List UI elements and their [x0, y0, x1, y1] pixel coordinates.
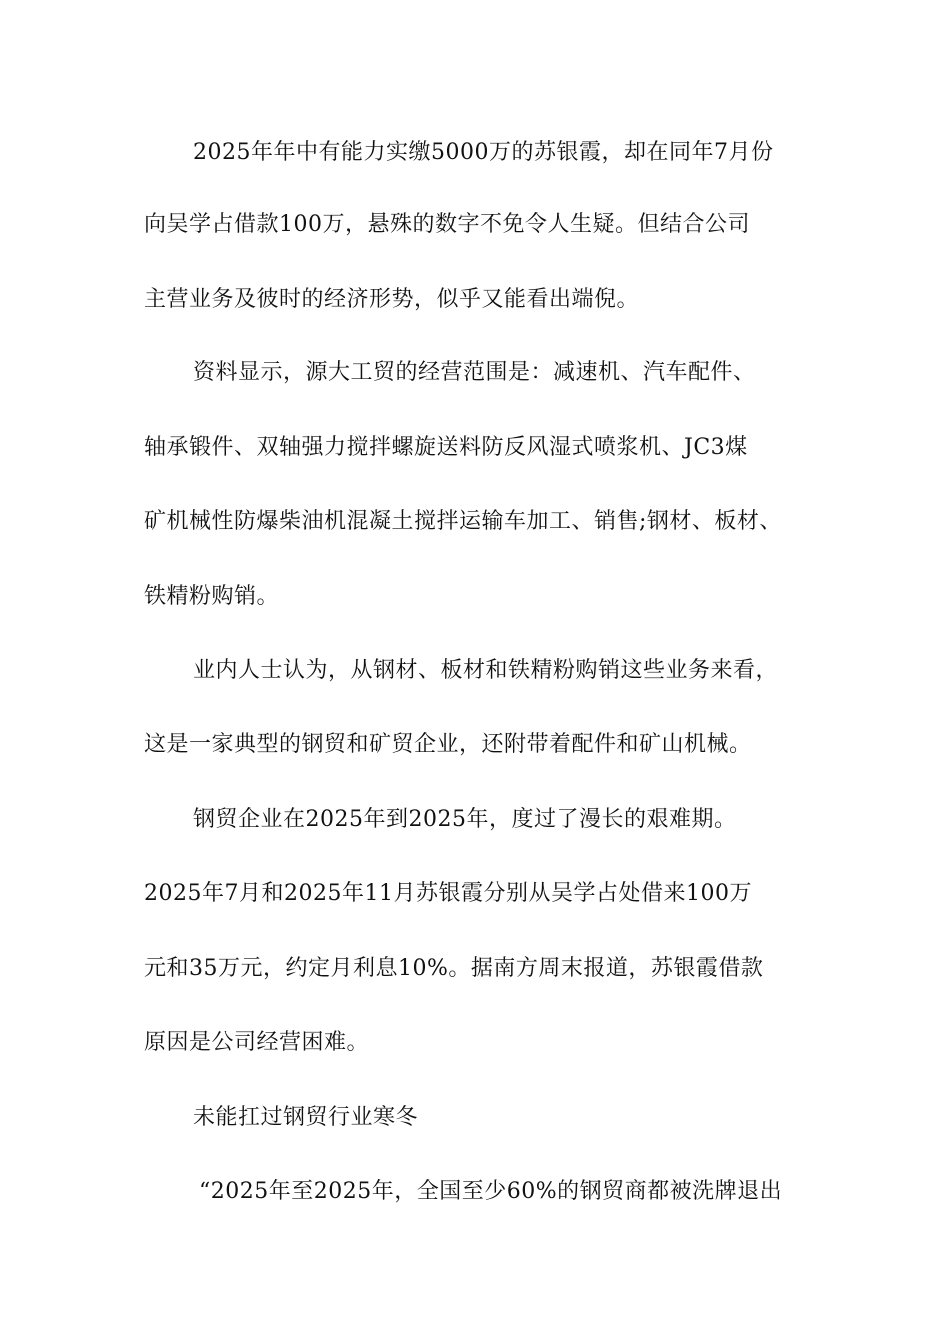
paragraph-5-line-1: 2025年7月和2025年11月苏银霞分别从吴学占处借来100万: [144, 881, 752, 906]
paragraph-5-line-3: 原因是公司经营困难。: [144, 1030, 370, 1055]
paragraph-2-line-4: 铁精粉购销。: [144, 584, 280, 609]
paragraph-3-line-1: 业内人士认为，从钢材、板材和铁精粉购销这些业务来看，: [193, 658, 779, 683]
section-heading: 未能扛过钢贸行业寒冬: [193, 1105, 419, 1130]
paragraph-2-line-3: 矿机械性防爆柴油机混凝土搅拌运输车加工、销售;钢材、板材、: [144, 509, 782, 534]
paragraph-4-line-1: 钢贸企业在2025年到2025年，度过了漫长的艰难期。: [193, 807, 737, 832]
paragraph-1-line-2: 向吴学占借款100万，悬殊的数字不免令人生疑。但结合公司: [144, 212, 750, 237]
paragraph-5-line-2: 元和35万元，约定月利息10%。据南方周末报道，苏银霞借款: [144, 956, 764, 981]
paragraph-2-line-2: 轴承锻件、双轴强力搅拌螺旋送料防反风湿式喷浆机、JC3煤: [144, 435, 748, 460]
quote-paragraph-line-1: “2025年至2025年，全国至少60%的钢贸商都被洗牌退出: [199, 1179, 783, 1204]
paragraph-1-line-3: 主营业务及彼时的经济形势，似乎又能看出端倪。: [144, 287, 640, 312]
paragraph-2-line-1: 资料显示，源大工贸的经营范围是：减速机、汽车配件、: [193, 360, 756, 385]
paragraph-1-line-1: 2025年年中有能力实缴5000万的苏银霞，却在同年7月份: [193, 140, 774, 165]
paragraph-3-line-2: 这是一家典型的钢贸和矿贸企业，还附带着配件和矿山机械。: [144, 732, 752, 757]
